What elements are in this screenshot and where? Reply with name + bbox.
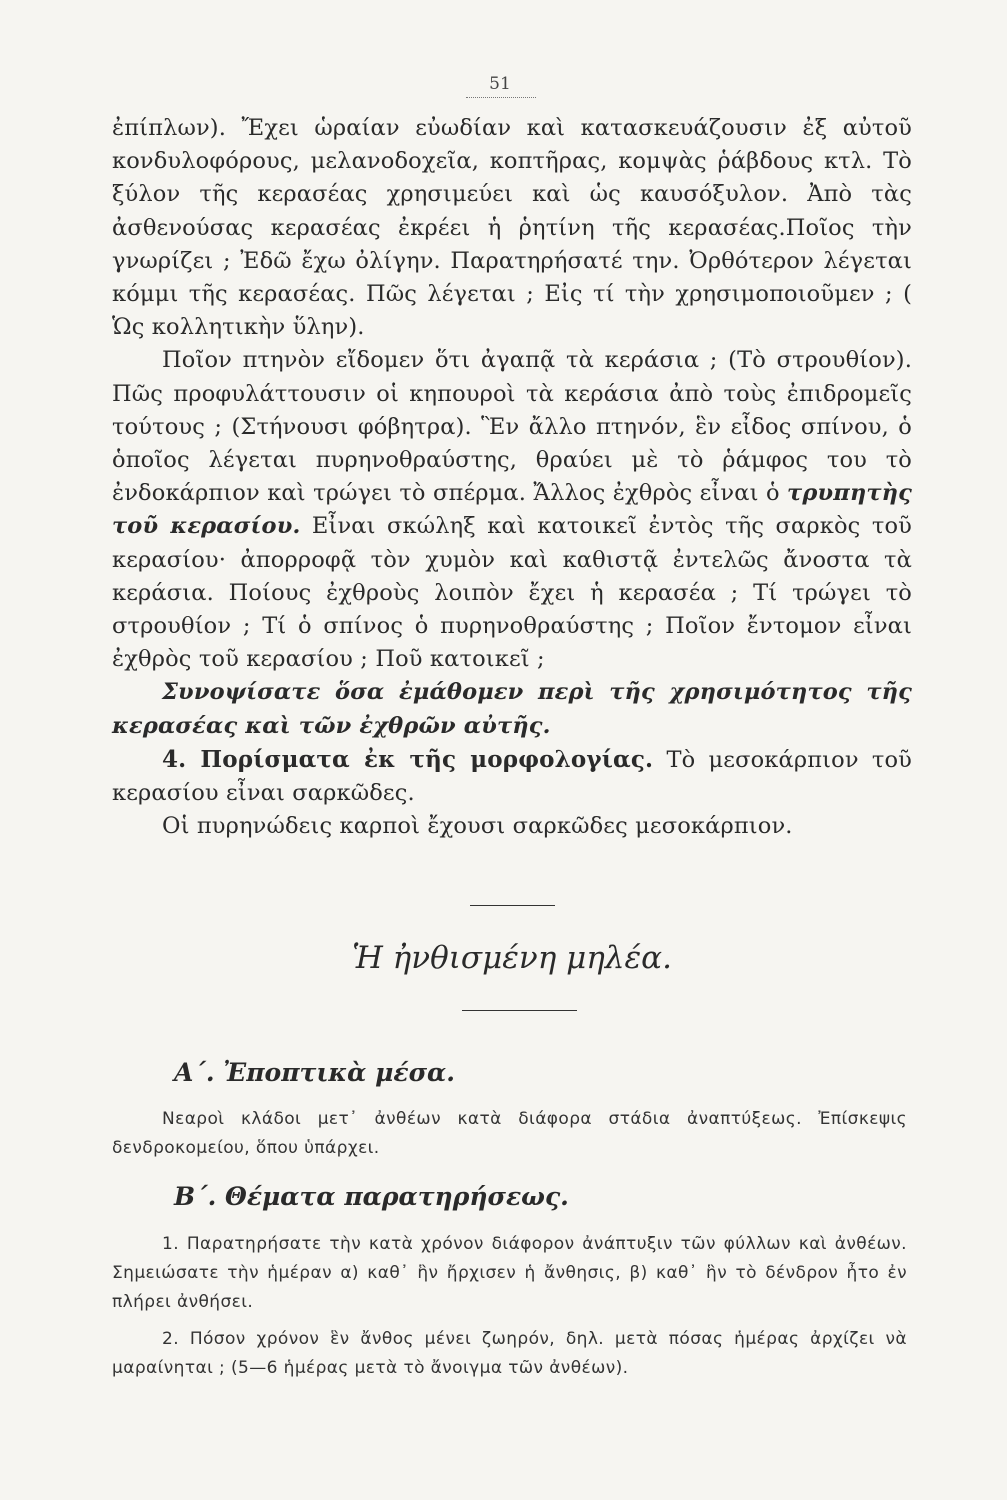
section-b-body: [112, 1230, 907, 1383]
section-4-heading: 4. Πορίσματα ἐκ τῆς μορφολογίας.: [162, 745, 654, 773]
section-a-heading: Α΄. Ἐποπτικὰ μέσα.: [174, 1058, 455, 1087]
main-text-block: [112, 112, 912, 843]
paragraph-enemies-start: Ποῖον πτηνὸν εἴδομεν ὅτι ἀγαπᾷ τὰ κεράσια ; (Τὸ στρουθίον). Πῶς προφυλάττουσιν οἱ κηπουροὶ τὰ κεράσια ἀπὸ τοὺς ἐπιδρομεῖς τούτους ; (Στήνουσι φόβητρα). Ἓν ἄλλο πτηνόν, ἓν εἶδος σπίνου, ὁ ὁποῖος λέγεται πυρηνοθραύστης, θραύει μὲ τὸ ῥάμφος του τὸ ἐνδοκάρπιον καὶ τρώγει τὸ σπέρμα. Ἄλλος ἐχθρὸς εἶναι ὁ: [112, 347, 912, 507]
paragraph-enemies-of-cherry: [112, 344, 912, 676]
summary-instruction-text: Συνοψίσατε ὅσα ἐμάθομεν περὶ τῆς χρησιμότητος τῆς κερασέας καὶ τῶν ἐχθρῶν αὐτῆς.: [112, 679, 912, 739]
section-4-conclusion: Οἱ πυρηνώδεις καρποὶ ἔχουσι σαρκῶδες μεσοκάρπιον.: [162, 813, 793, 840]
section-a-text: Νεαροὶ κλάδοι μετ᾽ ἀνθέων κατὰ διάφορα στάδια ἀναπτύξεως. Ἐπίσκεψις δενδροκομείου, ὅπου ὑπάρχει.: [112, 1109, 907, 1158]
page-number: 51: [489, 74, 511, 94]
section-a-body: [112, 1105, 907, 1163]
observation-item-2: 2. Πόσον χρόνον ἓν ἄνθος μένει ζωηρόν, δηλ. μετὰ πόσας ἡμέρας ἀρχίζει νὰ μαραίνηται ; (5—6 ἡμέρας μετὰ τὸ ἄνοιγμα τῶν ἀνθέων).: [112, 1329, 907, 1378]
paragraph-uses-of-cherry-wood: ἐπίπλων). Ἔχει ὡραίαν εὐωδίαν καὶ κατασκευάζουσιν ἐξ αὐτοῦ κονδυλοφόρους, μελανοδοχεῖα, κοπτῆρας, κομψὰς ῥάβδους κτλ. Τὸ ξύλον τῆς κερασέας χρησιμεύει καὶ ὡς καυσόξυλον. Ἀπὸ τὰς ἀσθενούσας κερασέας ἐκρέει ἡ ῥητίνη τῆς κερασέας.Ποῖος τὴν γνωρίζει ; Ἐδῶ ἔχω ὀλίγην. Παρατηρήσατέ την. Ὀρθότερον λέγεται κόμμι τῆς κερασέας. Πῶς λέγεται ; Εἰς τί τὴν χρησιμοποιοῦμεν ; ( Ὡς κολλητικὴν ὕλην).: [112, 115, 912, 341]
section-4-text: Τὸ μεσοκάρπιον τοῦ κερασίου εἶναι σαρκῶδες.: [112, 746, 913, 807]
emphasized-term-cherry-borer: τρυπητὴς τοῦ κερασίου.: [112, 480, 912, 540]
section-4-paragraph: [112, 743, 912, 810]
top-divider-rule: [470, 905, 555, 906]
page-number-underline: [466, 97, 536, 98]
summary-instruction: [112, 676, 912, 742]
lesson-title: Ἡ ἠνθισμένη μηλέα.: [352, 940, 672, 976]
section-b-heading: Β΄. Θέματα παρατηρήσεως.: [174, 1182, 569, 1211]
observation-item-1: 1. Παρατηρήσατε τὴν κατὰ χρόνον διάφορον ἀνάπτυξιν τῶν φύλλων καὶ ἀνθέων. Σημειώσατε τὴν ἡμέραν α) καθ᾽ ἣν ἤρχισεν ἡ ἄνθησις, β) καθ᾽ ἣν τὸ δένδρον ἦτο ἐν πλήρει ἀνθήσει.: [112, 1234, 907, 1312]
paragraph-enemies-end: Εἶναι σκώληξ καὶ κατοικεῖ ἐντὸς τῆς σαρκὸς τοῦ κερασίου· ἀπορροφᾷ τὸν χυμὸν καὶ καθιστᾷ ἐντελῶς ἄνοστα τὰ κεράσια. Ποίους ἐχθροὺς λοιπὸν ἔχει ἡ κερασέα ; Τί τρώγει τὸ στρουθίον ; Τί ὁ σπίνος ὁ πυρηνοθραύστης ; Ποῖον ἔντομον εἶναι ἐχθρὸς τοῦ κερασίου ; Ποῦ κατοικεῖ ;: [112, 513, 912, 673]
bottom-divider-rule: [462, 1010, 577, 1011]
